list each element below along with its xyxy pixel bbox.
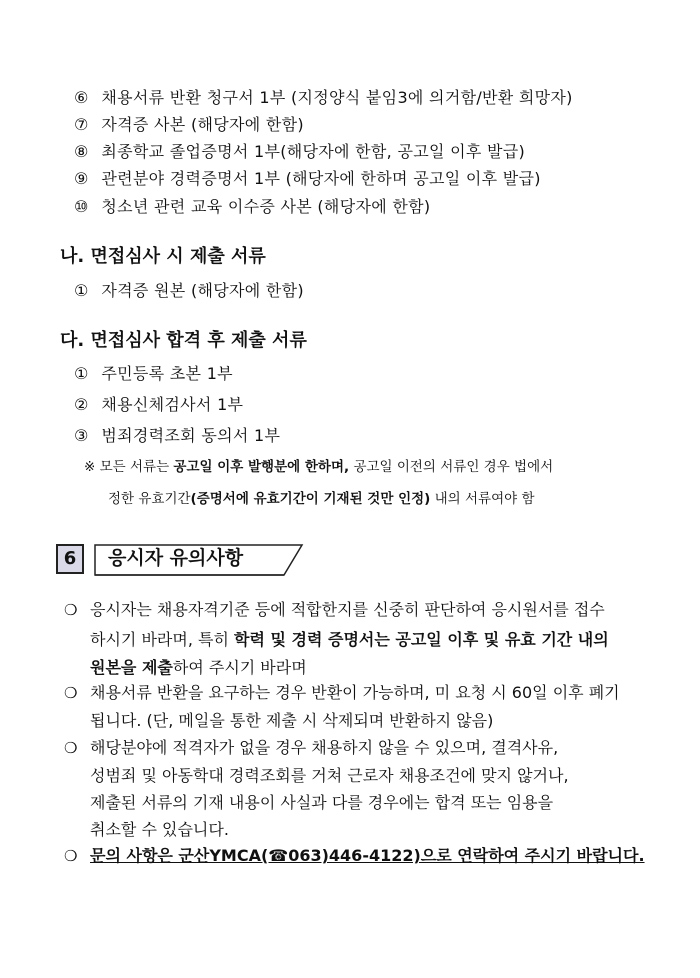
item-number: ① [74, 364, 89, 383]
para-emphasis: 원본을 제출 [90, 658, 173, 677]
list-item [74, 88, 573, 108]
item-text: 주민등록 초본 1부 [101, 364, 233, 383]
para-text: 하여 주시기 바라며 [172, 658, 307, 677]
note-emphasis: 공고일 이후 발행분에 한하며, [173, 459, 350, 475]
item-text: 채용신체검사서 1부 [101, 395, 244, 414]
item-text: 자격증 원본 (해당자에 한함) [101, 281, 304, 300]
section-number-badge: 6 [56, 544, 84, 574]
note-text: 정한 유효기간 [108, 491, 191, 507]
section-heading-na: 나. 면접심사 시 제출 서류 [60, 246, 266, 267]
contact-info: 문의 사항은 군산YMCA(☎063)446-4122)으로 연락하여 주시기 바랍니다. [90, 846, 645, 865]
list-item [74, 169, 541, 189]
bullet-2-line-1: 채용서류 반환을 요구하는 경우 반환이 가능하며, 미 요청 시 60일 이후 폐기 [90, 683, 620, 702]
list-item [74, 115, 304, 135]
bullet-icon: ❍ [64, 739, 78, 757]
bullet-1-line-3 [90, 658, 307, 678]
list-item [74, 426, 280, 446]
section-title: 응시자 유의사항 [108, 547, 244, 569]
item-number: ⑦ [74, 115, 89, 134]
item-text: 채용서류 반환 청구서 1부 (지정양식 붙임3에 의거함/반환 희망자) [101, 88, 573, 107]
item-text: 청소년 관련 교육 이수증 사본 (해당자에 한함) [101, 197, 431, 216]
bullet-icon: ❍ [64, 847, 78, 865]
list-item [74, 142, 525, 162]
note-line-1 [84, 458, 553, 476]
bullet-3-line-2: 성범죄 및 아동학대 경력조회를 거쳐 근로자 채용조건에 맞지 않거나, [90, 766, 569, 785]
item-text: 관련분야 경력증명서 1부 (해당자에 한하며 공고일 이후 발급) [101, 169, 541, 188]
list-item [74, 281, 304, 301]
item-number: ③ [74, 426, 89, 445]
bullet-icon: ❍ [64, 684, 78, 702]
item-text: 자격증 사본 (해당자에 한함) [101, 115, 304, 134]
note-text: 모든 서류는 [99, 459, 170, 475]
list-item [74, 395, 243, 415]
note-line-2 [108, 490, 535, 508]
bullet-icon: ❍ [64, 601, 78, 619]
item-number: ① [74, 281, 89, 300]
bullet-2-line-2: 됩니다. (단, 메일을 통한 제출 시 삭제되며 반환하지 않음) [90, 711, 494, 730]
bullet-1-line-2 [90, 630, 609, 650]
note-text: 공고일 이전의 서류인 경우 법에서 [353, 459, 554, 475]
para-emphasis: 학력 및 경력 증명서는 공고일 이후 및 유효 기간 내의 [234, 630, 609, 649]
item-text: 범죄경력조회 동의서 1부 [101, 426, 281, 445]
bullet-3-line-4: 취소할 수 있습니다. [90, 820, 229, 839]
item-number: ⑧ [74, 142, 89, 161]
item-number: ⑥ [74, 88, 89, 107]
bullet-3-line-1: 해당분야에 적격자가 없을 경우 채용하지 않을 수 있으며, 결격사유, [90, 738, 559, 757]
bullet-3-line-3: 제출된 서류의 기재 내용이 사실과 다를 경우에는 합격 또는 임용을 [90, 793, 554, 812]
item-number: ⑨ [74, 169, 89, 188]
item-text: 최종학교 졸업증명서 1부(해당자에 한함, 공고일 이후 발급) [101, 142, 526, 161]
item-number: ⑩ [74, 197, 89, 216]
bullet-1-line-1: 응시자는 채용자격기준 등에 적합한지를 신중히 판단하여 응시원서를 접수 [90, 600, 605, 619]
note-text: 내의 서류여야 함 [434, 491, 535, 507]
note-mark: ※ [84, 459, 96, 475]
list-item [74, 364, 233, 384]
para-text: 하시기 바라며, 특히 [90, 630, 229, 649]
section-heading-da: 다. 면접심사 합격 후 제출 서류 [60, 330, 307, 351]
note-emphasis: (증명서에 유효기간이 기재된 것만 인정) [190, 491, 431, 507]
list-item [74, 197, 430, 217]
item-number: ② [74, 395, 89, 414]
